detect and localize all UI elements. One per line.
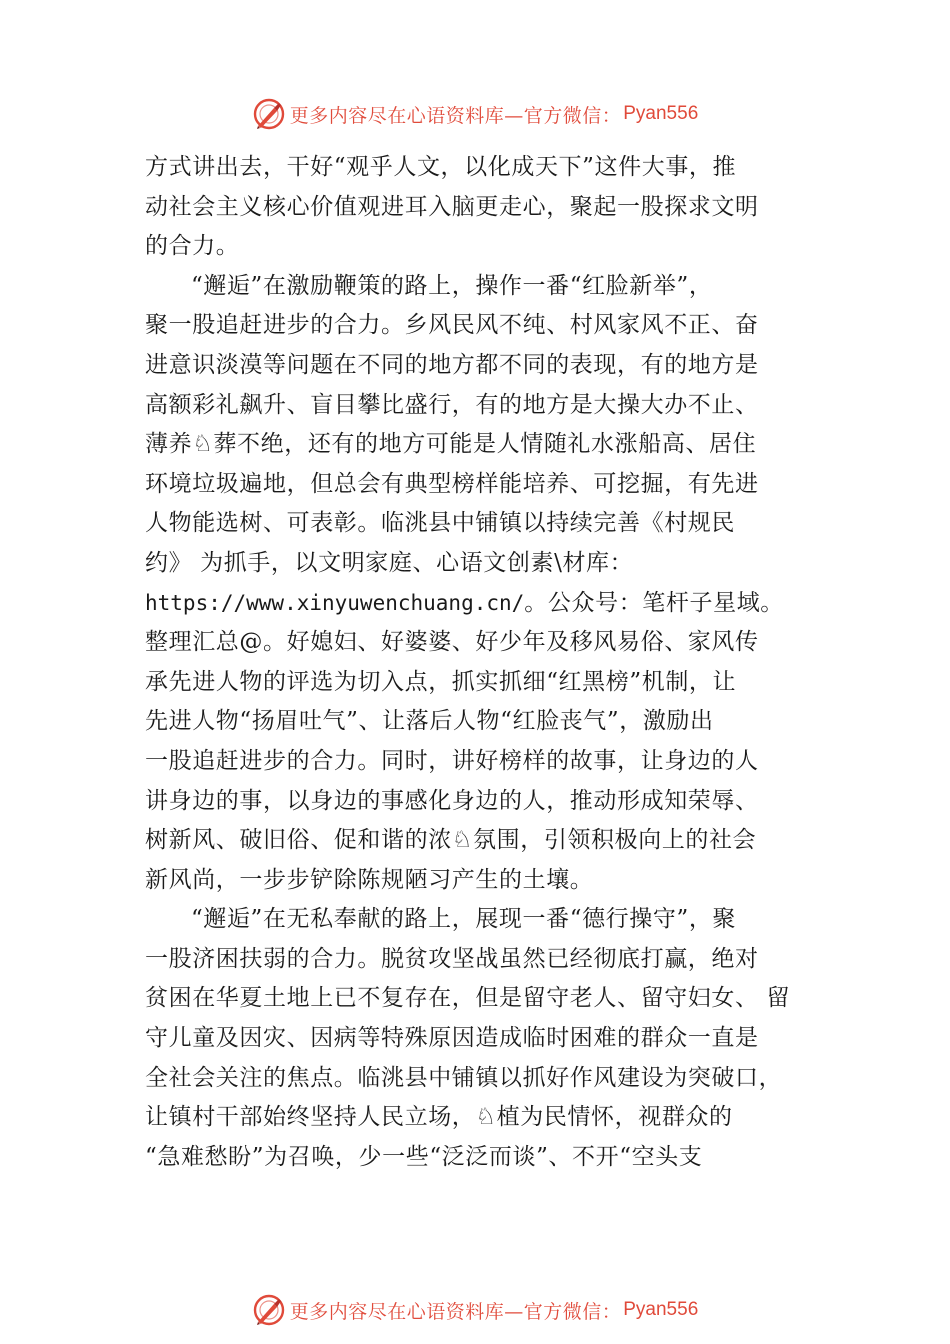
body-line: 一股追赶进步的合力。同时，讲好榜样的故事，让身边的人 (145, 747, 759, 774)
paragraph-start-line: “邂逅”在无私奉献的路上，展现一番“德行操守”，聚 (191, 906, 737, 933)
body-line: 一股济困扶弱的合力。脱贫攻坚战虽然已经彻底打赢，绝对 (145, 945, 759, 972)
body-line: 新风尚，一步步铲除陈规陋习产生的土壤。 (145, 866, 594, 893)
header-banner-wechat-id: Pyan556 (623, 103, 699, 124)
body-line: 整理汇总@。好媳妇、好婆婆、好少年及移风易俗、家风传 (145, 629, 759, 656)
body-line: 承先进人物的评选为切入点，抓实抓细“红黑榜”机制，让 (145, 668, 737, 695)
body-line: 聚一股追赶进步的合力。乡风民风不纯、村风家风不正、奋 (145, 312, 759, 339)
header-banner (0, 94, 950, 134)
body-line: 让镇村干部始终坚持人民立场，♘植为民情怀，视群众的 (145, 1104, 733, 1131)
body-line: 的合力。 (145, 233, 240, 260)
body-line: “急难愁盼”为召唤，少一些“泛泛而谈”、不开“空头支 (145, 1143, 703, 1170)
body-line: 树新风、破旧俗、促和谐的浓♘氛围，引领积极向上的社会 (145, 827, 757, 854)
url-line (145, 584, 810, 624)
body-line: 贫困在华夏土地上已不复存在，但是留守老人、留守妇女、 留 (145, 985, 791, 1012)
body-line: 先进人物“扬眉吐气”、让落后人物“红脸丧气”，激励出 (145, 708, 714, 735)
body-line: 约》 为抓手，以文明家庭、心语文创素\材库： (145, 549, 634, 576)
body-line: 环境垃圾遍地，但总会有典型榜样能培养、可挖掘，有先进 (145, 470, 759, 497)
document-body (145, 148, 810, 1177)
pen-logo-icon (252, 1293, 286, 1327)
body-line: 方式讲出去，干好“观乎人文，以化成天下”这件大事，推 (145, 154, 737, 180)
website-url: https://www.xinyuwenchuang.cn/ (145, 590, 525, 615)
body-line: 进意识淡漠等问题在不同的地方都不同的表现，有的地方是 (145, 351, 759, 378)
body-line: 全社会关注的焦点。临洮县中铺镇以抓好作风建设为突破口， (145, 1064, 783, 1091)
footer-banner (0, 1290, 950, 1330)
body-line: 高额彩礼飙升、盲目攀比盛行，有的地方是大操大办不止、 (145, 391, 759, 418)
pen-logo-icon (252, 97, 286, 131)
body-line: 守儿童及因灾、因病等特殊原因造成临时困难的群众一直是 (145, 1025, 759, 1052)
body-line: 人物能选树、可表彰。临洮县中铺镇以持续完善《村规民 (145, 510, 735, 537)
body-line: 薄养♘葬不绝，还有的地方可能是人情随礼水涨船高、居住 (145, 431, 757, 458)
paragraph-start-line: “邂逅”在激励鞭策的路上，操作一番“红脸新举”， (191, 272, 713, 299)
body-line: 讲身边的事，以身边的事感化身边的人，推动形成知荣辱、 (145, 787, 759, 814)
footer-banner-wechat-id: Pyan556 (623, 1299, 699, 1320)
footer-banner-text: 更多内容尽在心语资料库—官方微信： (289, 1300, 622, 1323)
url-line-suffix: 。公众号：笔杆子星域。 (524, 589, 784, 616)
body-line: 动社会主义核心价值观进耳入脑更走心，聚起一股探求文明 (145, 193, 759, 220)
header-banner-text: 更多内容尽在心语资料库—官方微信： (289, 104, 622, 127)
